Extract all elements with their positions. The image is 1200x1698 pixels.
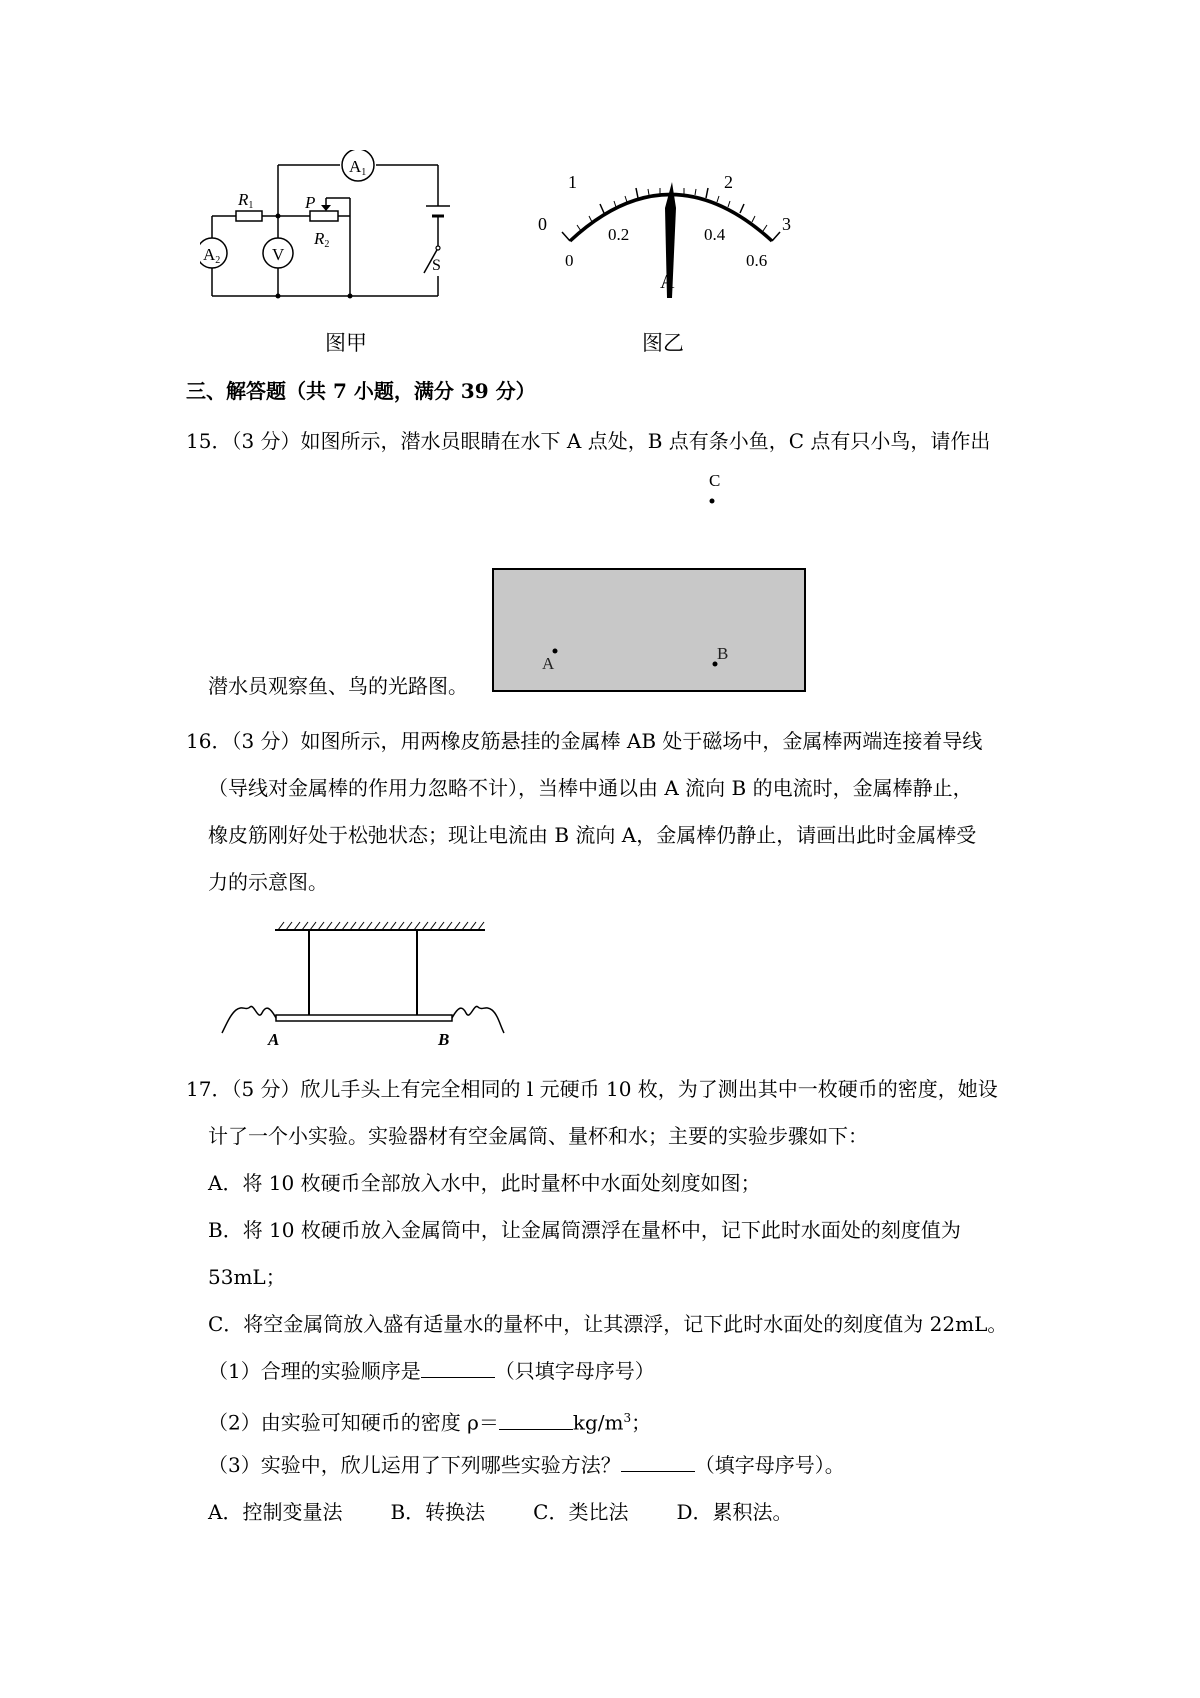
q17-step-b-2: 53mL； [208,1265,286,1289]
inner-scale-0: 0 [565,251,574,270]
q15-point-c [700,470,730,510]
ammeter-a1-label: A1 [349,157,367,178]
outer-scale-3: 3 [782,214,791,234]
inner-scale-0.2: 0.2 [608,225,630,244]
point-c-label: C [709,471,721,490]
point-a-label: A [542,654,555,673]
q16-line-1: 16．（3 分）如图所示，用两橡皮筋悬挂的金属棒 AB 处于磁场中，金属棒两端连接着导线 [186,729,983,753]
section-title: 三、解答题（共 7 小题，满分 39 分） [186,379,536,403]
sub1-text: （1）合理的实验顺序是 [208,1359,421,1383]
water-box [492,568,806,692]
q15-line-1: 15．（3 分）如图所示，潜水员眼睛在水下 A 点处，B 点有条小鱼，C 点有只小鸟，请作出 [186,429,991,453]
outer-scale-0: 0 [538,214,547,234]
circuit-diagram [200,150,500,330]
option-d: D．累积法。 [676,1500,793,1524]
q17-step-a: A．将 10 枚硬币全部放入水中，此时量杯中水面处刻度如图； [208,1171,761,1195]
voltmeter-label: V [272,245,285,264]
ammeter-a2-label: A2 [203,245,221,266]
rod-end-b-label: B [438,1030,450,1049]
outer-scale-2: 2 [724,172,733,192]
sub2-unit: kg/m [572,1410,624,1435]
sub2-text: （2）由实验可知硬币的密度 ρ＝ [208,1410,499,1435]
option-a: A．控制变量法 [208,1500,343,1524]
figure-jia-caption: 图甲 [325,331,367,355]
q17-sub-2 [208,1404,651,1437]
r2-label: R2 [314,229,330,250]
slider-p-label: P [305,193,316,212]
option-c: C．类比法 [533,1500,629,1524]
sub3-text: （3）实验中，欣儿运用了下列哪些实验方法？ [208,1453,621,1477]
switch-s-label: S [432,257,441,274]
q17-step-c: C．将空金属筒放入盛有适量水的量杯中，让其漂浮，记下此时水面处的刻度值为 22mL。 [208,1312,1008,1336]
sub3-hint: （填字母序号）。 [694,1453,845,1477]
metal-rod-diagram [210,915,510,1050]
ammeter-dial [520,168,800,298]
q17-line-1: 17．（5 分）欣儿手头上有完全相同的 l 元硬币 10 枚，为了测出其中一枚硬币的密度，她设 [186,1077,998,1101]
figure-yi-caption: 图乙 [642,331,684,355]
sub2-answer-blank[interactable] [499,1409,573,1430]
q17-options [208,1498,841,1526]
q17-line-2: 计了一个小实验。实验器材有空金属筒、量杯和水；主要的实验步骤如下： [208,1124,868,1148]
q16-line-3: 橡皮筋刚好处于松弛状态；现让电流由 B 流向 A，金属棒仍静止，请画出此时金属棒受 [208,823,977,847]
q17-sub-1 [208,1357,655,1385]
q17-sub-3 [208,1451,845,1479]
q17-step-b-1: B．将 10 枚硬币放入金属筒中，让金属筒漂浮在量杯中，记下此时水面处的刻度值为 [208,1218,961,1242]
q16-line-2: （导线对金属棒的作用力忽略不计），当棒中通以由 A 流向 B 的电流时，金属棒静止， [208,776,973,800]
sub1-answer-blank[interactable] [421,1357,495,1378]
inner-scale-0.6: 0.6 [746,251,768,270]
sub2-unit-exponent: 3 [623,1411,632,1425]
rod-end-a-label: A [268,1030,280,1049]
q15-line-2: 潜水员观察鱼、鸟的光路图。 [208,674,468,698]
outer-scale-1: 1 [568,172,577,192]
point-b-label: B [717,644,729,663]
option-b: B．转换法 [390,1500,486,1524]
q16-line-4: 力的示意图。 [208,870,328,894]
sub3-answer-blank[interactable] [621,1451,695,1472]
r1-label: R1 [238,190,254,211]
sub1-hint: （只填字母序号） [494,1359,655,1383]
sub2-end: ； [631,1410,652,1435]
unit-label: A [660,271,675,293]
inner-scale-0.4: 0.4 [704,225,726,244]
